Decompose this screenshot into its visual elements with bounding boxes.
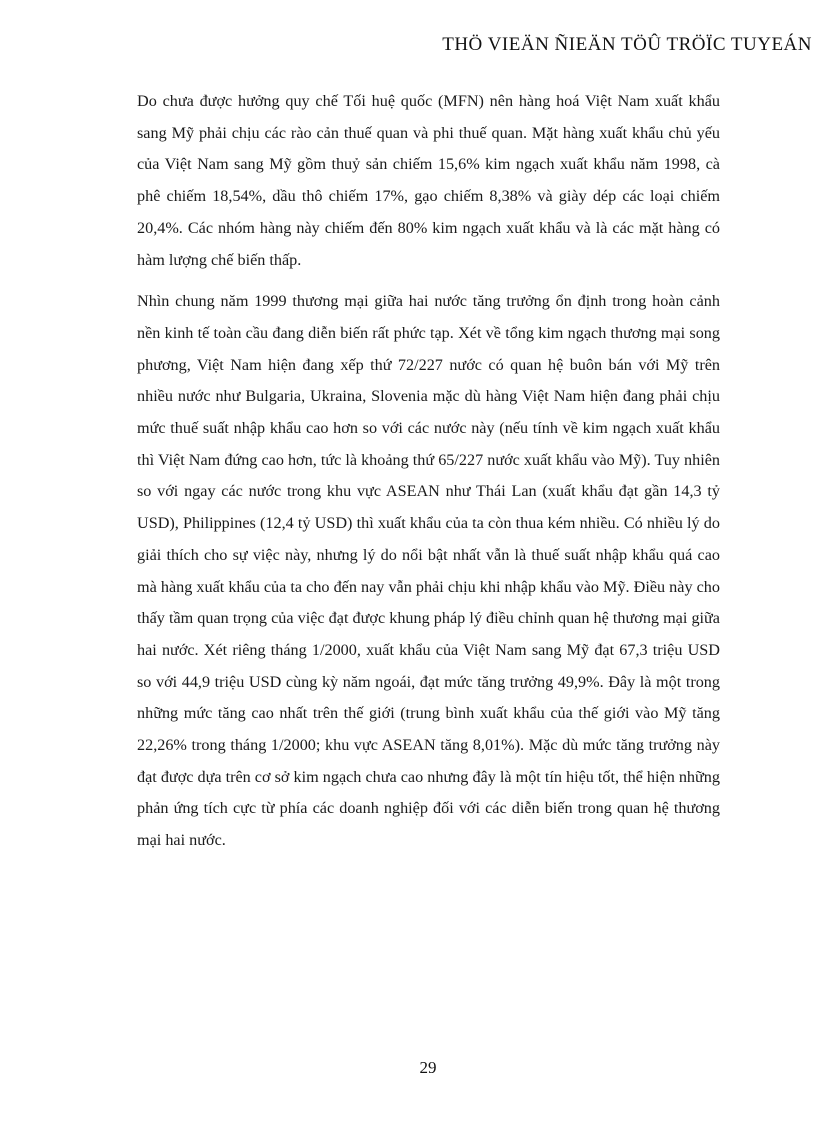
paragraph-export-structure: Do chưa được hưởng quy chế Tối huệ quốc (MFN) nên hàng hoá Việt Nam xuất khẩu sang Mỹ phải chịu các rào cản thuế quan và phi thuế quan. Mặt hàng xuất khẩu chủ yếu của Việt Nam sang Mỹ gồm thuỷ sản chiếm 15,6% kim ngạch xuất khẩu năm 1998, cà phê chiếm 18,54%, dầu thô chiếm 17%, gạo chiếm 8,38% và giày dép các loại chiếm 20,4%. Các nhóm hàng này chiếm đến 80% kim ngạch xuất khẩu và là các mặt hàng có hàm lượng chế biến thấp. (137, 92, 720, 269)
paragraph-trade-1999: Nhìn chung năm 1999 thương mại giữa hai nước tăng trưởng ổn định trong hoàn cảnh nền kinh tế toàn cầu đang diễn biến rất phức tạp. Xét về tổng kim ngạch thương mại song phương, Việt Nam hiện đang xếp thứ 72/227 nước có quan hệ buôn bán với Mỹ trên nhiều nước như Bulgaria, Ukraina, Slovenia mặc dù hàng Việt Nam hiện đang phải chịu mức thuế suất nhập khẩu cao hơn so với các nước này (nếu tính về kim ngạch xuất khẩu thì Việt Nam đứng cao hơn, tức là khoảng thứ 65/227 nước xuất khẩu vào Mỹ). Tuy nhiên so với ngay các nước trong khu vực ASEAN như Thái Lan (xuất khẩu đạt gần 14,3 tỷ USD), Philippines (12,4 tỷ USD) thì xuất khẩu của ta còn thua kém nhiều. Có nhiều lý do giải thích cho sự việc này, nhưng lý do nổi bật nhất vẫn là thuế suất nhập khẩu quá cao mà hàng xuất khẩu của ta cho đến nay vẫn phải chịu khi nhập khẩu vào Mỹ. Điều này cho thấy tầm quan trọng của việc đạt được khung pháp lý điều chỉnh quan hệ thương mại giữa hai nước. Xét riêng tháng 1/2000, xuất khẩu của Việt Nam sang Mỹ đạt 67,3 triệu USD so với 44,9 triệu USD cùng kỳ năm ngoái, đạt mức tăng trưởng 49,9%. Đây là một trong những mức tăng cao nhất trên thế giới (trung bình xuất khẩu của thế giới vào Mỹ tăng 22,26% trong tháng 1/2000; khu vực ASEAN tăng 8,01%). Mặc dù mức tăng trưởng này đạt được dựa trên cơ sở kim ngạch chưa cao nhưng đây là một tín hiệu tốt, thể hiện những phản ứng tích cực từ phía các doanh nghiệp đối với các diễn biến trong quan hệ thương mại hai nước. (137, 292, 720, 850)
page-number: 29 (419, 1058, 437, 1077)
page-header-title: THÖ VIEÄN ÑIEÄN TÖÛ TRÖÏC TUYEÁN (442, 34, 812, 55)
document-body (137, 86, 720, 867)
